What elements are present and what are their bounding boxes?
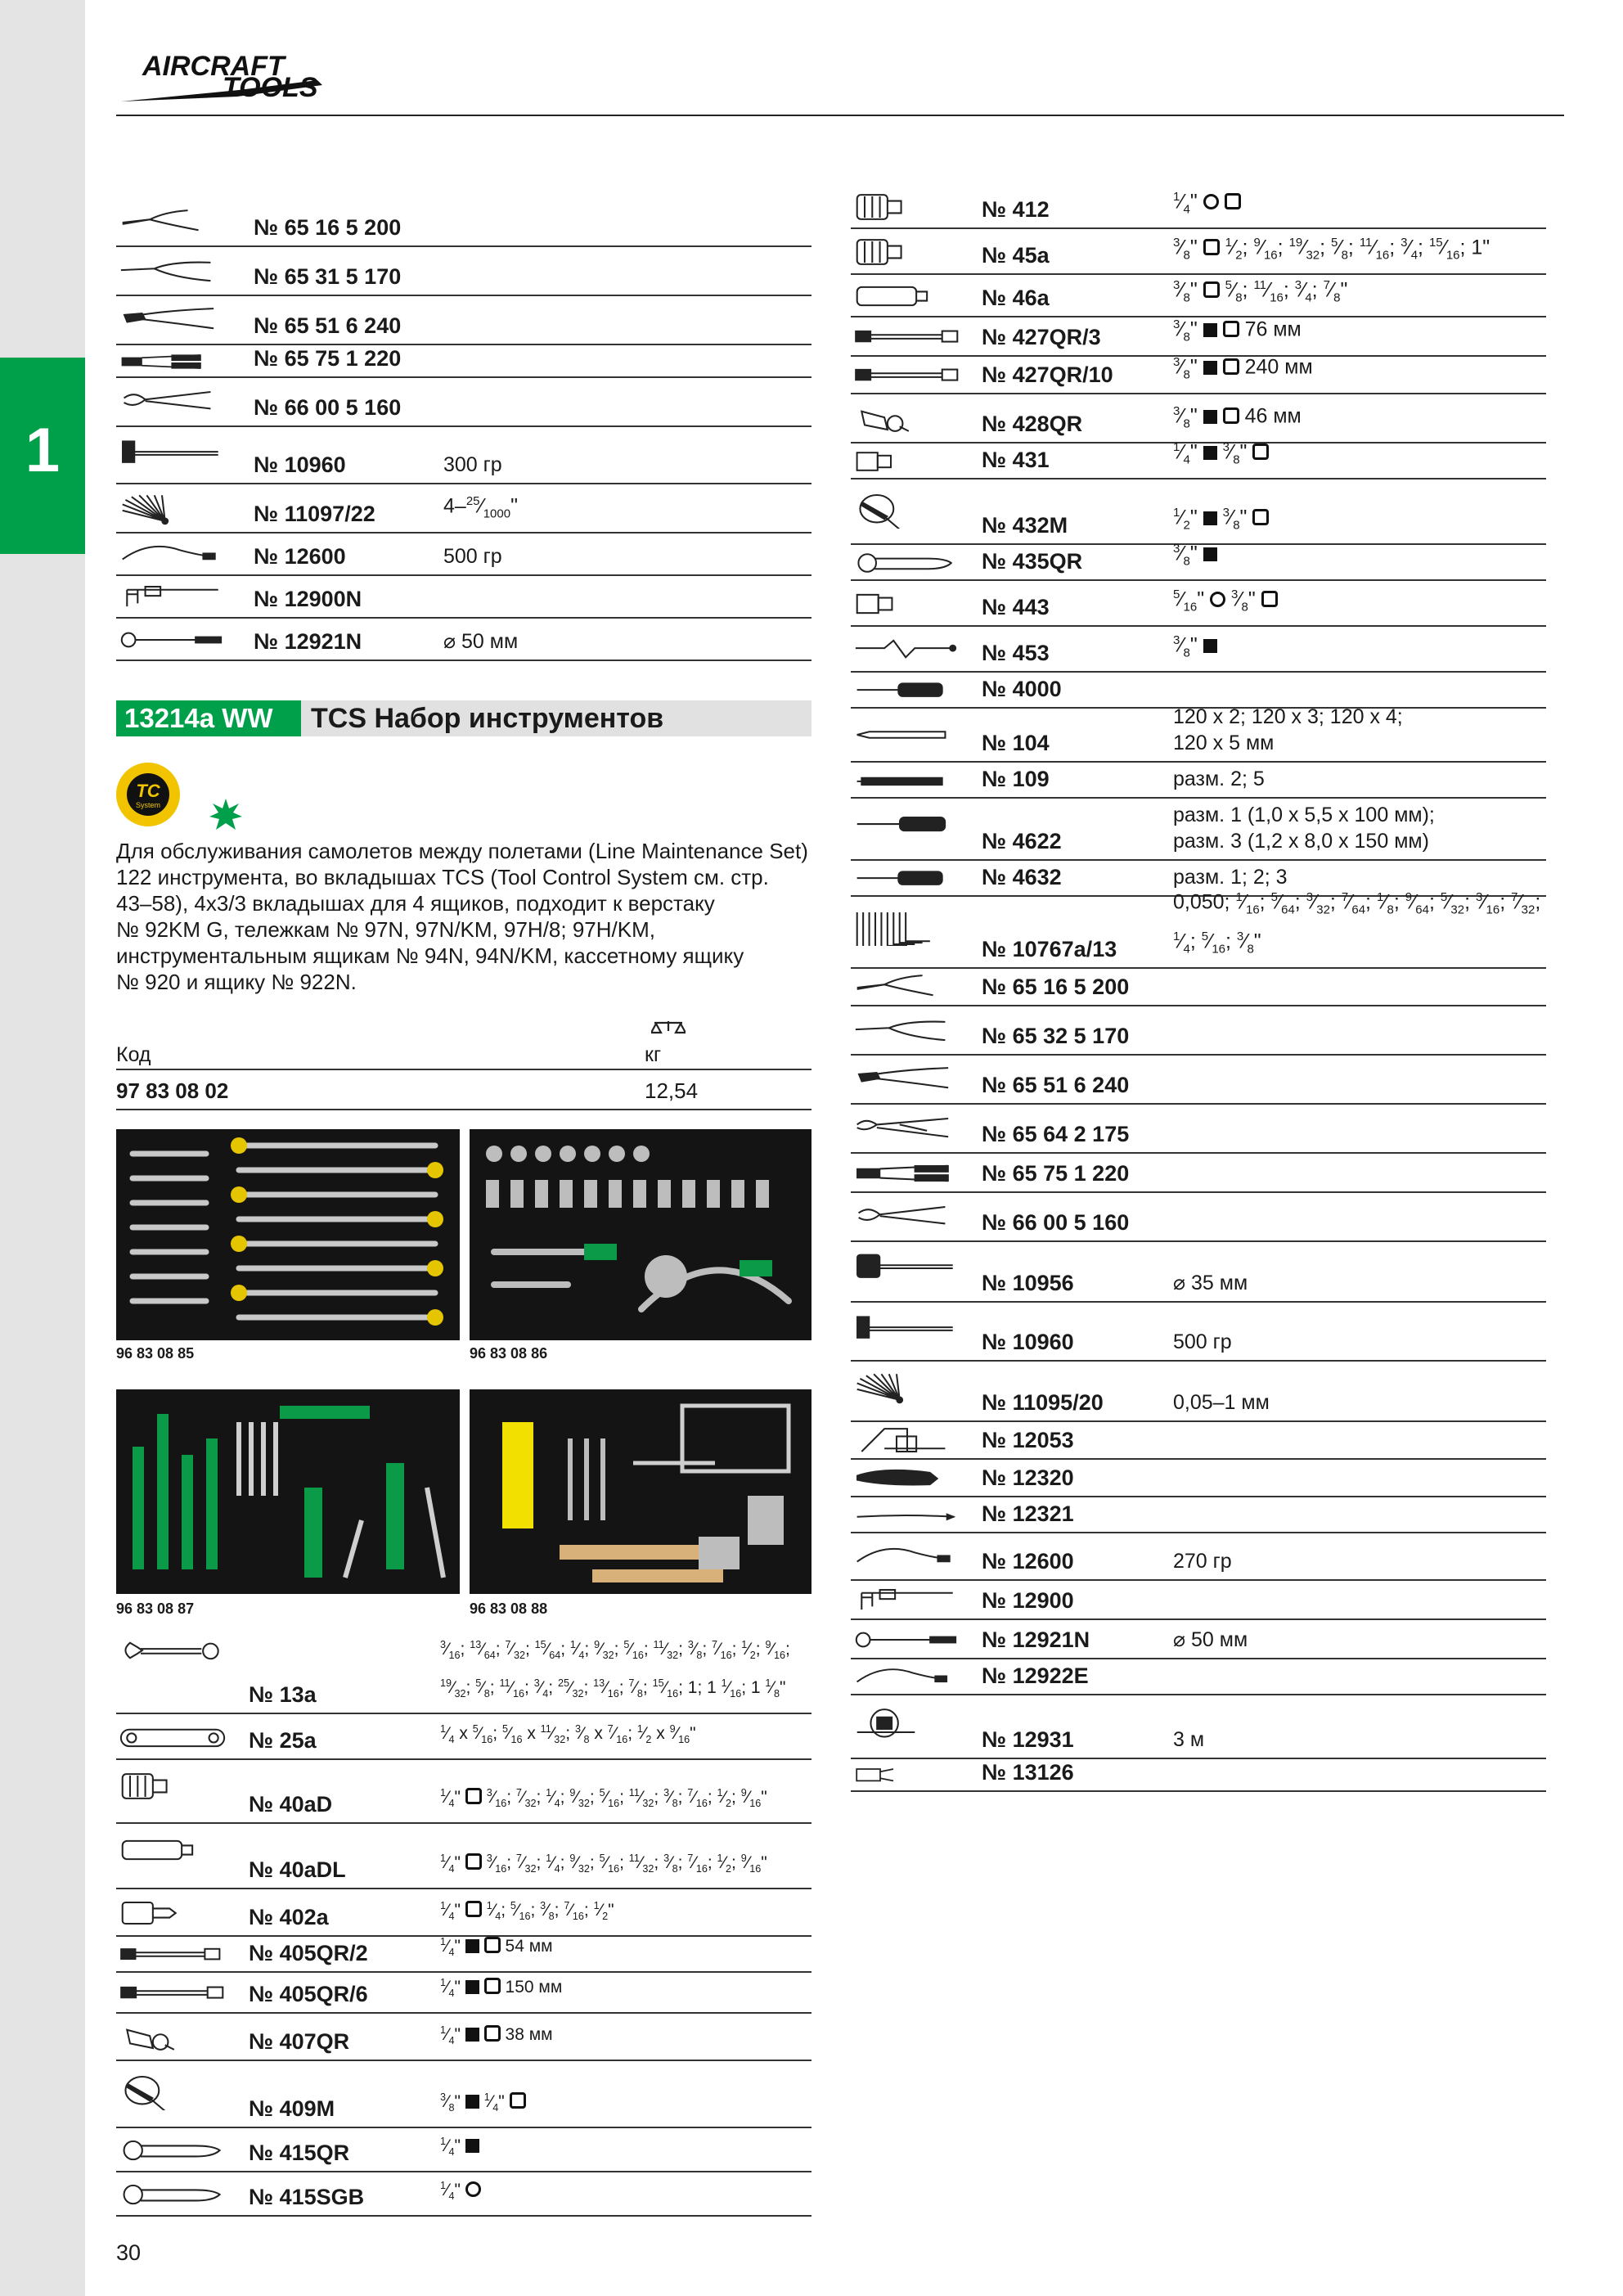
- adaptor-icon: [854, 584, 960, 624]
- catalog-number: № 405QR/6: [249, 1982, 368, 2006]
- product-row: [851, 1105, 1546, 1154]
- product-spec: $^1⁄_4$" 54 мм: [440, 1935, 553, 1958]
- catalog-number: № 427QR/3: [982, 325, 1101, 349]
- wire-stripper-icon: [119, 381, 226, 424]
- product-spec: $^1⁄_4$" 150 мм: [440, 1976, 563, 1999]
- socket-icon: [119, 1763, 226, 1809]
- catalog-number: № 12600: [254, 544, 346, 569]
- code-rule-bottom: [116, 1109, 812, 1110]
- page-sidebar: [0, 0, 85, 2296]
- code-label: Код: [116, 1043, 151, 1066]
- catalog-number: № 40aD: [249, 1792, 333, 1817]
- product-spec: 120 x 2; 120 x 3; 120 x 4; 120 x 5 мм: [1173, 705, 1403, 754]
- hacksaw-icon: [854, 1425, 960, 1456]
- screwdriver-icon: [854, 676, 960, 705]
- inspection-mirror-icon: [854, 1623, 960, 1656]
- catalog-number: № 11095/20: [982, 1390, 1104, 1415]
- catalog-number: № 435QR: [982, 549, 1083, 574]
- hex-key-set-icon: [854, 900, 960, 946]
- product-row: [851, 1193, 1546, 1242]
- catalog-number: № 65 64 2 175: [982, 1122, 1130, 1146]
- inspection-mirror-icon: [119, 622, 226, 658]
- product-row: [851, 1659, 1546, 1695]
- feeler-gauge-icon: [854, 1365, 960, 1411]
- ratchet-icon: [119, 2132, 226, 2169]
- product-spec: $^1⁄_4$": [1173, 184, 1543, 223]
- socket-icon: [854, 188, 960, 226]
- catalog-number: № 65 75 1 220: [254, 346, 402, 371]
- socket-icon: [854, 232, 960, 272]
- product-spec: $^1⁄_4$" $^3⁄_{16}$; $^7⁄_{32}$; $^1⁄_4$; $^9⁄_{32}$; $^5⁄_{16}$; $^{11}⁄_{32}$; $^3⁄_8$; $^7⁄_{16}$; $^1⁄_2$; $^9⁄_{16}$": [440, 1852, 767, 1875]
- catalog-number: № 65 32 5 170: [982, 1024, 1130, 1048]
- catalog-number: № 12600: [982, 1549, 1074, 1573]
- product-spec: $^1⁄_4$" 38 мм: [440, 2024, 553, 2046]
- catalog-number: № 12931: [982, 1727, 1074, 1752]
- catalog-number: № 428QR: [982, 412, 1083, 436]
- soft-face-hammer-icon: [854, 1245, 960, 1291]
- product-row: [851, 1497, 1546, 1533]
- product-spec: 300 гр: [443, 453, 502, 476]
- catalog-number: № 12921N: [982, 1627, 1090, 1652]
- locking-pliers-icon: [854, 1108, 960, 1150]
- deep-socket-icon: [119, 1827, 226, 1873]
- deep-socket-icon: [854, 278, 960, 314]
- catalog-number: № 12321: [982, 1501, 1074, 1526]
- product-row: [851, 1533, 1546, 1581]
- speed-handle-icon: [854, 483, 960, 529]
- scraper-icon: [854, 1501, 960, 1530]
- product-row: [851, 1581, 1546, 1620]
- svg-text:TOOLS: TOOLS: [223, 72, 318, 103]
- pliers-icon: [854, 972, 960, 1003]
- crimping-pliers-icon: [854, 1157, 960, 1190]
- catalog-number: № 12900: [982, 1588, 1074, 1613]
- product-row: [851, 705, 1546, 763]
- set-description: Для обслуживания самолетов между полетами (Line Maintenance Set) 122 инструмента, во вкладышах TCS (Tool Control System см. стр. 43–58), 4x3/3 вкладышах для 4 ящиков, подходит к верстаку № 92KM G, тележкам № 97N, 97N/KM, 97H/8; 97H/KM, инструментальным ящикам № 94N, 94N/KM, кассетному ящику № 920 и ящику № 922N.: [116, 839, 808, 994]
- product-row: [851, 541, 1546, 581]
- weight-label: кг: [645, 1043, 662, 1066]
- product-spec: $^3⁄_8$" $^5⁄_8$; $^{11}⁄_{16}$; $^3⁄_4$; $^7⁄_8$": [1173, 277, 1348, 304]
- svg-text:AIRCRAFT: AIRCRAFT: [142, 51, 285, 82]
- product-row: [851, 1242, 1546, 1303]
- catalog-number: № 412: [982, 197, 1050, 222]
- product-spec: разм. 1; 2; 3: [1173, 866, 1288, 889]
- left-top-product-list: [116, 198, 812, 661]
- product-row: [116, 2014, 812, 2061]
- catalog-number: № 65 75 1 220: [982, 1161, 1130, 1186]
- product-row: [851, 439, 1546, 479]
- extension-bar-icon: [854, 321, 960, 353]
- center-punch-icon: [854, 766, 960, 795]
- product-row: [851, 1006, 1546, 1056]
- catalog-number: № 12921N: [254, 629, 362, 654]
- product-row: [851, 1460, 1546, 1497]
- product-spec: $^3⁄_8$": [1173, 536, 1543, 574]
- catalog-number: № 12053: [982, 1428, 1074, 1452]
- catalog-number: № 432M: [982, 513, 1068, 538]
- catalog-number: № 4632: [982, 865, 1062, 889]
- product-row: [851, 1154, 1546, 1193]
- product-row: [116, 1714, 812, 1760]
- tray-photo-screwdrivers-pliers: [116, 1389, 460, 1594]
- product-row: [116, 533, 812, 576]
- product-row: [116, 247, 812, 296]
- catalog-number: № 402a: [249, 1905, 329, 1929]
- product-spec: разм. 1 (1,0 x 5,5 x 100 мм); разм. 3 (1,2 x 8,0 x 150 мм): [1173, 804, 1435, 853]
- product-row: [851, 185, 1546, 229]
- photo-caption: 96 83 08 86: [470, 1345, 548, 1362]
- cutter-icon: [854, 1763, 960, 1789]
- knife-icon: [854, 1463, 960, 1494]
- product-row: [116, 427, 812, 484]
- caliper-icon: [119, 579, 226, 615]
- product-row: [116, 378, 812, 427]
- feeler-gauge-icon: [119, 488, 226, 530]
- product-row: [851, 763, 1546, 799]
- product-spec: 500 гр: [443, 545, 502, 568]
- water-pump-pliers-icon: [854, 1059, 960, 1101]
- product-row: [116, 345, 812, 378]
- catalog-number: № 109: [982, 767, 1050, 791]
- set-header: [116, 700, 812, 736]
- product-spec: 0,050; $^1⁄_{16}$; $^5⁄_{64}$; $^3⁄_{32}$; $^7⁄_{64}$; $^1⁄_8$; $^9⁄_{64}$; $^5⁄_{32}$; $^3⁄_{16}$; $^7⁄_{32}$; $^1⁄_4$; $^5⁄_{16}$; $^3⁄_8$": [1173, 890, 1541, 956]
- product-row: [116, 2128, 812, 2172]
- catalog-number: № 415QR: [249, 2141, 350, 2165]
- product-row: [116, 1624, 812, 1714]
- catalog-number: № 407QR: [249, 2029, 350, 2054]
- product-row: [116, 619, 812, 661]
- product-row: [851, 799, 1546, 861]
- screwdriver-icon: [854, 864, 960, 894]
- product-spec: $^3⁄_8$" 240 мм: [1173, 354, 1313, 381]
- product-row: [851, 1056, 1546, 1105]
- catalog-number: № 443: [982, 595, 1050, 619]
- product-row: [851, 229, 1546, 275]
- pin-punch-icon: [854, 712, 960, 758]
- product-spec: $^1⁄_4$" $^1⁄_4$; $^5⁄_{16}$; $^3⁄_8$; $^7⁄_{16}$; $^1⁄_2$": [440, 1899, 614, 1922]
- ratchet-icon: [119, 2176, 226, 2213]
- hammer-icon: [854, 1306, 960, 1352]
- screwdriver-icon: [854, 802, 960, 848]
- hammer-icon: [119, 430, 226, 476]
- catalog-number: № 66 00 5 160: [982, 1210, 1130, 1235]
- catalog-number: № 10956: [982, 1271, 1074, 1295]
- right-product-list: [851, 185, 1546, 1792]
- extension-bar-icon: [854, 360, 960, 391]
- svg-text:System: System: [135, 801, 161, 809]
- header-rule: [116, 115, 1564, 116]
- tc-system-badge-icon: [115, 761, 182, 828]
- wire-stripper-icon: [854, 1196, 960, 1239]
- product-spec: 3 м: [1173, 1728, 1205, 1751]
- photo-caption: 96 83 08 85: [116, 1345, 195, 1362]
- product-spec: разм. 2; 5: [1173, 768, 1265, 790]
- needle-pliers-icon: [119, 250, 226, 293]
- weight-value: 12,54: [645, 1078, 699, 1103]
- catalog-number: № 10960: [982, 1330, 1074, 1354]
- catalog-number: № 65 51 6 240: [982, 1073, 1130, 1097]
- product-row: [116, 576, 812, 619]
- product-spec: $4-^{25}⁄_{1000}$": [443, 493, 518, 520]
- product-spec: $^1⁄_2$" $^3⁄_8$": [1173, 500, 1543, 538]
- speed-handle-icon: [119, 2064, 226, 2110]
- water-pump-pliers-icon: [119, 299, 226, 342]
- catalog-number: № 65 51 6 240: [254, 313, 402, 338]
- needle-pliers-icon: [854, 1010, 960, 1052]
- product-row: [116, 2172, 812, 2217]
- left-bottom-product-list: [116, 1624, 812, 2217]
- product-row: [851, 354, 1546, 394]
- catalog-number: № 65 16 5 200: [982, 975, 1130, 999]
- catalog-number: № 4000: [982, 677, 1062, 701]
- pickup-tool-icon: [854, 1663, 960, 1692]
- caliper-icon: [854, 1584, 960, 1617]
- product-spec: $^3⁄_8$" 76 мм: [1173, 317, 1302, 344]
- chapter-number: 1: [25, 416, 61, 485]
- pickup-tool-icon: [854, 1537, 960, 1578]
- catalog-number: № 65 16 5 200: [254, 215, 402, 240]
- combination-wrench-icon: [119, 1627, 226, 1673]
- scale-icon: [651, 1020, 686, 1041]
- product-spec: ⌀ 50 мм: [1173, 1628, 1248, 1651]
- catalog-number: № 10767a/13: [982, 937, 1117, 961]
- crimping-pliers-icon: [119, 349, 226, 375]
- catalog-number: № 46a: [982, 286, 1050, 310]
- set-code: 13214a WW: [116, 700, 301, 736]
- product-row: [116, 1760, 812, 1824]
- product-spec: $^1⁄_4$ x $^5⁄_{16}$; $^5⁄_{16}$ x $^{11}⁄_{32}$; $^3⁄_8$ x $^7⁄_{16}$; $^1⁄_2$ x $^9⁄_{16}$": [440, 1722, 696, 1745]
- catalog-number: № 13126: [982, 1760, 1074, 1785]
- product-spec: $^3⁄_8$": [1173, 628, 1543, 666]
- tray-photo-hammers-saw: [470, 1389, 812, 1594]
- product-spec: $^1⁄_4$" $^3⁄_{16}$; $^7⁄_{32}$; $^1⁄_4$; $^9⁄_{32}$; $^5⁄_{16}$; $^{11}⁄_{32}$; $^3⁄_8$; $^7⁄_{16}$; $^1⁄_2$; $^9⁄_{16}$": [440, 1786, 767, 1809]
- product-row: [851, 1695, 1546, 1759]
- product-spec: $^3⁄_{16}$; $^{13}⁄_{64}$; $^7⁄_{32}$; $^{15}⁄_{64}$; $^1⁄_4$; $^9⁄_{32}$; $^5⁄_{16}$; $^{11}⁄_{32}$; $^3⁄_8$; $^7⁄_{16}$; $^1⁄_2$; $^9⁄_{16}$; $^{19}⁄_{32}$; $^5⁄_8$; $^{11}⁄_{16}$; $^3⁄_4$; $^{25}⁄_{32}$; $^{13}⁄_{16}$; $^7⁄_8$; $^{15}⁄_{16}$; 1; 1 $^1⁄_{16}$; 1 $^1⁄_8$": [440, 1638, 790, 1699]
- product-spec: 0,05–1 мм: [1173, 1391, 1270, 1414]
- product-spec: $^3⁄_8$" $^1⁄_4$": [440, 2083, 808, 2122]
- catalog-number: № 12922E: [982, 1663, 1089, 1688]
- catalog-number: № 415SGB: [249, 2185, 365, 2209]
- product-spec: $^1⁄_4$": [440, 2127, 808, 2166]
- product-row: [851, 1303, 1546, 1362]
- code-rule: [116, 1069, 812, 1070]
- product-row: [851, 581, 1546, 627]
- catalog-number: № 12900N: [254, 587, 362, 611]
- product-row: [116, 198, 812, 247]
- product-row: [851, 627, 1546, 673]
- catalog-number: № 4622: [982, 829, 1062, 853]
- catalog-number: № 25a: [249, 1728, 317, 1753]
- product-row: [116, 484, 812, 533]
- photo-caption: 96 83 08 87: [116, 1600, 195, 1617]
- pickup-tool-icon: [119, 537, 226, 573]
- svg-text:TC: TC: [136, 781, 160, 801]
- catalog-number: № 453: [982, 641, 1050, 665]
- tray-photo-wrenches: [116, 1129, 460, 1340]
- product-row: [851, 1759, 1546, 1792]
- tape-measure-icon: [854, 1699, 960, 1745]
- new-product-star-icon: [209, 799, 242, 831]
- product-spec: $^1⁄_4$": [440, 2172, 808, 2210]
- product-row: [116, 1973, 812, 2014]
- product-spec: 270 гр: [1173, 1550, 1232, 1573]
- code-value: 97 83 08 02: [116, 1078, 229, 1103]
- catalog-number: № 13a: [249, 1682, 317, 1707]
- catalog-number: № 11097/22: [254, 502, 375, 526]
- set-title: TCS Набор инструментов: [311, 703, 664, 734]
- catalog-number: № 104: [982, 731, 1050, 755]
- catalog-number: № 10960: [254, 452, 346, 477]
- product-spec: $^5⁄_{16}$" $^3⁄_8$": [1173, 582, 1543, 620]
- product-spec: ⌀ 50 мм: [443, 630, 519, 653]
- product-spec: $^3⁄_8$" $^1⁄_2$; $^9⁄_{16}$; $^{19}⁄_{32}$; $^5⁄_8$; $^{11}⁄_{16}$; $^3⁄_4$; $^{15}⁄_{16}$; 1": [1173, 235, 1490, 262]
- product-spec: $^1⁄_4$" $^3⁄_8$": [1173, 434, 1543, 473]
- product-row: [116, 1824, 812, 1889]
- catalog-number: № 40aDL: [249, 1857, 346, 1882]
- product-row: [851, 890, 1546, 969]
- ratchet-icon: [854, 548, 960, 578]
- ratchet-wrench-icon: [119, 1717, 226, 1757]
- adaptor-icon: [854, 447, 960, 476]
- pliers-icon: [119, 201, 226, 244]
- catalog-number: № 45a: [982, 243, 1050, 268]
- catalog-number: № 405QR/2: [249, 1941, 368, 1965]
- extension-bar-icon: [119, 1976, 226, 2010]
- speed-brace-icon: [854, 630, 960, 669]
- product-spec: $^3⁄_8$" 46 мм: [1173, 403, 1302, 430]
- product-row: [851, 969, 1546, 1006]
- aircraft-tools-logo: [116, 47, 337, 105]
- bit-socket-icon: [119, 1893, 226, 1934]
- page-number: 30: [116, 2240, 142, 2265]
- catalog-number: № 431: [982, 448, 1050, 472]
- product-row: [851, 1422, 1546, 1460]
- product-row: [116, 296, 812, 345]
- product-spec: ⌀ 35 мм: [1173, 1272, 1248, 1294]
- product-spec: 500 гр: [1173, 1330, 1232, 1353]
- catalog-number: № 12320: [982, 1465, 1074, 1490]
- universal-joint-icon: [119, 2017, 226, 2058]
- extension-bar-icon: [119, 1940, 226, 1970]
- tray-photo-sockets: [470, 1129, 812, 1340]
- photo-caption: 96 83 08 88: [470, 1600, 548, 1617]
- product-row: [851, 1620, 1546, 1659]
- catalog-number: № 427QR/10: [982, 362, 1113, 387]
- catalog-number: № 65 31 5 170: [254, 264, 402, 289]
- universal-joint-icon: [854, 398, 960, 440]
- product-row: [851, 1362, 1546, 1422]
- product-row: [116, 2061, 812, 2128]
- chapter-tab[interactable]: [0, 358, 85, 554]
- product-row: [116, 1937, 812, 1973]
- catalog-number: № 409M: [249, 2096, 335, 2121]
- catalog-number: № 66 00 5 160: [254, 395, 402, 420]
